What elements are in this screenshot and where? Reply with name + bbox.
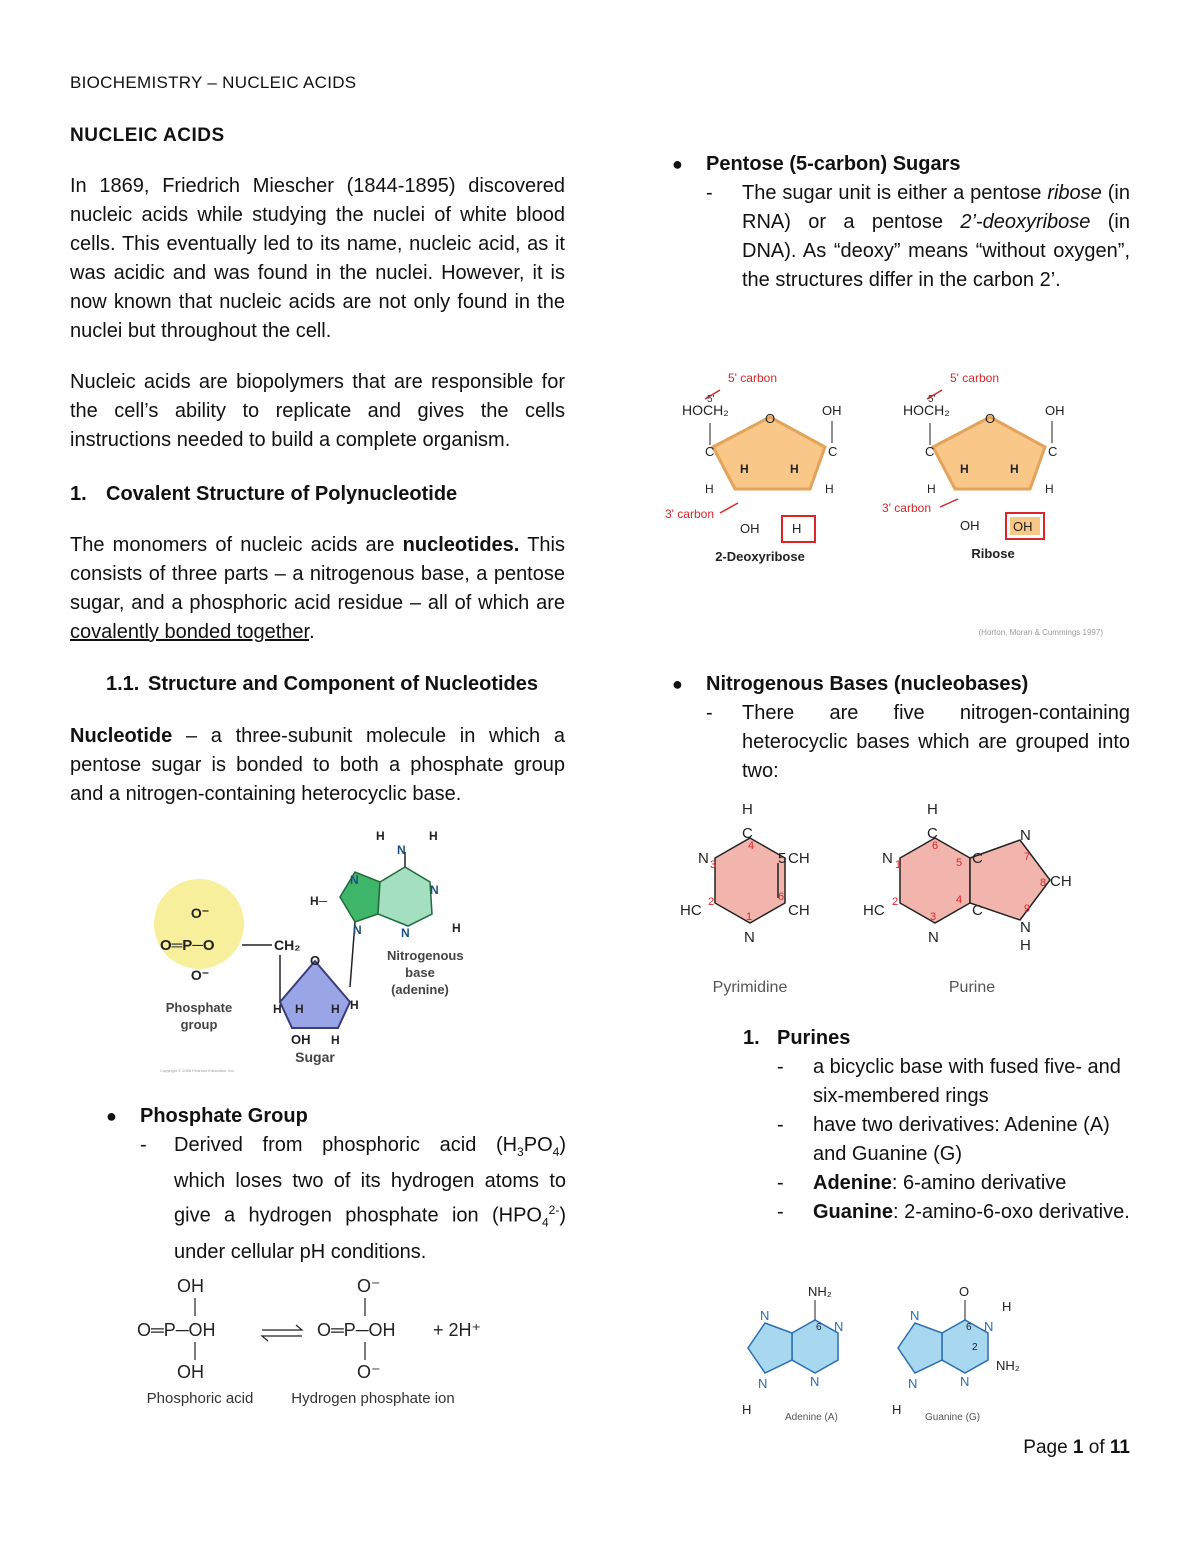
- bullet-title: Phosphate Group: [140, 1105, 308, 1127]
- section-number: 1.: [70, 483, 87, 505]
- svg-text:C: C: [705, 444, 715, 459]
- ribose-5-carbon-label: 5' carbon: [950, 371, 999, 385]
- ch2-label: CH₂: [274, 937, 301, 953]
- phosphate-bullet: [106, 1102, 566, 1131]
- pyrimidine-label: Pyrimidine: [712, 979, 788, 996]
- text-run: (in RNA) or a pentose: [742, 182, 1130, 233]
- adenine-term: Adenine: [813, 1172, 892, 1194]
- svg-text:O═P─OH: O═P─OH: [317, 1320, 396, 1340]
- svg-text:H: H: [825, 482, 834, 496]
- adenine-guanine-figure: [730, 1278, 1070, 1423]
- svg-text:N: N: [960, 1374, 970, 1389]
- svg-text:OH: OH: [960, 518, 980, 533]
- svg-text:6: 6: [966, 1322, 972, 1333]
- list-item: [777, 1111, 1130, 1169]
- total-pages: 11: [1109, 1437, 1130, 1458]
- svg-text:O: O: [985, 411, 996, 426]
- adenine-label: Adenine (A): [785, 1412, 838, 1423]
- ribose-label: Ribose: [971, 546, 1015, 561]
- svg-text:O: O: [959, 1284, 970, 1299]
- svg-text:H: H: [1010, 462, 1019, 476]
- svg-text:CH: CH: [1050, 873, 1072, 890]
- svg-text:3: 3: [710, 859, 717, 871]
- section-title: Structure and Component of Nucleotides: [148, 673, 539, 695]
- deoxy-5-carbon-label: 5' carbon: [728, 371, 777, 385]
- list-item: [777, 1169, 1130, 1198]
- svg-text:N: N: [430, 883, 439, 897]
- svg-text:CH: CH: [788, 850, 810, 867]
- item-text: : 2-amino-6-oxo derivative.: [893, 1201, 1130, 1223]
- svg-text:5: 5: [778, 850, 787, 867]
- text-run: .: [309, 621, 315, 643]
- bullet-title: Nitrogenous Bases (nucleobases): [706, 673, 1029, 695]
- svg-text:H: H: [295, 1002, 304, 1016]
- svg-text:O⁻: O⁻: [357, 1276, 381, 1296]
- svg-text:N: N: [984, 1319, 994, 1334]
- current-page: 1: [1072, 1437, 1084, 1458]
- bases-bullet: [672, 670, 1028, 699]
- svg-text:6: 6: [778, 891, 785, 903]
- svg-text:OH: OH: [177, 1362, 204, 1382]
- svg-text:O═P─OH: O═P─OH: [137, 1320, 216, 1340]
- svg-text:8: 8: [1040, 877, 1047, 889]
- dash-marker: -: [140, 1134, 147, 1156]
- bullet-icon: ●: [106, 1106, 117, 1126]
- svg-text:H: H: [892, 1402, 902, 1417]
- figure-copyright: Copyright © 2006 Pearson Education, Inc.: [160, 1068, 235, 1073]
- purines-heading: [743, 1024, 850, 1053]
- svg-text:5: 5: [956, 857, 963, 869]
- bases-description: There are five nitrogen-containing heterocyclic bases which are grouped into two:: [742, 702, 1130, 782]
- svg-text:H: H: [740, 462, 749, 476]
- dash-marker: -: [706, 182, 713, 204]
- hoch2-label: HOCH₂: [903, 402, 950, 418]
- phosphate-circle: [154, 879, 244, 969]
- bullet-icon: ●: [672, 674, 683, 694]
- svg-text:C: C: [972, 902, 983, 919]
- list-number: 1.: [743, 1027, 760, 1049]
- svg-text:H: H: [927, 801, 938, 818]
- svg-text:H: H: [1020, 937, 1031, 954]
- page-number: [1023, 1437, 1130, 1459]
- figure-credit: (Horton, Moran & Cummings 1997): [978, 628, 1103, 637]
- pentose-bullet: [672, 150, 961, 179]
- svg-text:H: H: [376, 829, 385, 843]
- guanine-label: Guanine (G): [925, 1412, 981, 1423]
- svg-text:N: N: [350, 873, 359, 887]
- sugar-label: Sugar: [295, 1049, 335, 1065]
- ribose-ring: [933, 417, 1045, 489]
- svg-text:H: H: [331, 1002, 340, 1016]
- underlined-phrase: covalently bonded together: [70, 621, 310, 643]
- guanine-nh2: NH₂: [996, 1358, 1020, 1373]
- running-header: BIOCHEMISTRY – NUCLEIC ACIDS: [70, 73, 357, 92]
- svg-text:N: N: [397, 843, 406, 857]
- svg-text:2: 2: [892, 896, 899, 908]
- nucleotides-term: nucleotides.: [402, 534, 520, 556]
- purines-title: Purines: [777, 1027, 851, 1049]
- svg-text:O⁻: O⁻: [357, 1362, 381, 1382]
- svg-text:HC: HC: [680, 902, 702, 919]
- svg-text:H: H: [1002, 1299, 1012, 1314]
- adenine-five-ring: [748, 1323, 792, 1373]
- intro-paragraph-1: In 1869, Friedrich Miescher (1844-1895) discovered nucleic acids while studying the nuclei of white blood cells. This eventually led to its name, nucleic acid, as it was acidic and was found in the nuclei. However, it is now known that nucleic acids are not only found in the nuclei but throughout the cell.: [70, 175, 565, 342]
- bullet-title: Pentose (5-carbon) Sugars: [706, 153, 961, 175]
- adenine-six-ring: [792, 1320, 838, 1373]
- svg-text:N: N: [698, 850, 709, 867]
- svg-text:N: N: [810, 1374, 820, 1389]
- footer-text: of: [1083, 1437, 1110, 1458]
- dash-marker: -: [777, 1056, 784, 1078]
- svg-text:H─: H─: [310, 894, 328, 908]
- phosphoric-acid-label: Phosphoric acid: [146, 1390, 254, 1407]
- ribose-3-carbon-label: 3' carbon: [882, 501, 931, 515]
- list-item: [777, 1198, 1130, 1227]
- phosphate-label-2: group: [180, 1017, 218, 1032]
- deoxyribose-ring: [713, 417, 825, 489]
- text-run: ) under cellular pH conditions.: [174, 1204, 566, 1263]
- section-number: 1.1.: [106, 673, 140, 695]
- guanine-six-ring: [942, 1320, 988, 1373]
- phosphate-dash: [140, 1131, 566, 1267]
- list-item: [777, 1053, 1130, 1111]
- svg-text:4: 4: [748, 840, 755, 852]
- item-text: a bicyclic base with fused five- and six-membered rings: [813, 1056, 1121, 1107]
- svg-text:H: H: [790, 462, 799, 476]
- guanine-term: Guanine: [813, 1201, 894, 1223]
- svg-text:N: N: [1020, 919, 1031, 936]
- base-label-1: Nitrogenous: [387, 948, 464, 963]
- adenine-nh2: NH₂: [808, 1284, 832, 1299]
- svg-text:N: N: [908, 1376, 918, 1391]
- phosphate-label-1: Phosphate: [165, 1000, 233, 1015]
- dash-marker: -: [777, 1201, 784, 1223]
- svg-text:O: O: [309, 953, 321, 968]
- svg-text:C: C: [1048, 444, 1058, 459]
- svg-text:N: N: [928, 929, 939, 946]
- footer-text: Page: [1023, 1437, 1073, 1458]
- svg-text:N: N: [910, 1308, 920, 1323]
- nucleotide-definition: [70, 722, 565, 809]
- dash-marker: -: [706, 702, 713, 724]
- phosphate-equation-figure: [135, 1270, 515, 1415]
- purines-list: [777, 1053, 1130, 1227]
- svg-text:HC: HC: [863, 902, 885, 919]
- svg-text:5': 5': [928, 394, 936, 405]
- nucleotide-figure: [150, 822, 490, 1074]
- svg-text:H: H: [350, 998, 359, 1012]
- svg-text:CH: CH: [788, 902, 810, 919]
- superscript: 2-: [548, 1203, 560, 1217]
- svg-text:1: 1: [746, 911, 753, 923]
- svg-text:1: 1: [895, 859, 902, 871]
- base-six-ring: [378, 867, 432, 926]
- text-run: This consists of three parts – a nitrogenous base, a pentose sugar, and a phosphoric acid residue – all of which are: [70, 534, 565, 614]
- svg-text:6: 6: [816, 1322, 822, 1333]
- bullet-icon: ●: [672, 154, 683, 174]
- svg-text:N: N: [760, 1308, 770, 1323]
- svg-text:6: 6: [932, 840, 939, 852]
- svg-text:N: N: [882, 850, 893, 867]
- purine-label: Purine: [948, 979, 996, 996]
- base-five-ring: [340, 872, 380, 922]
- svg-text:9: 9: [1024, 903, 1031, 915]
- svg-text:N: N: [401, 926, 410, 940]
- italic-term: ribose: [1047, 182, 1102, 204]
- svg-text:O: O: [765, 411, 776, 426]
- svg-text:H: H: [705, 482, 714, 496]
- svg-text:2: 2: [972, 1342, 978, 1353]
- hoch2-label: HOCH₂: [682, 402, 729, 418]
- svg-text:H: H: [452, 921, 461, 935]
- svg-text:OH: OH: [1045, 403, 1065, 418]
- svg-text:OH: OH: [740, 521, 760, 536]
- sugar-ring: [280, 961, 350, 1028]
- svg-text:H: H: [742, 1402, 752, 1417]
- o-double: O═P─O: [160, 937, 215, 954]
- text-run: ) which loses two of its hydrogen atoms to give a hydrogen phosphate ion (HPO: [174, 1134, 566, 1227]
- svg-text:H: H: [331, 1033, 340, 1047]
- svg-text:H: H: [927, 482, 936, 496]
- svg-text:H: H: [273, 1002, 282, 1016]
- monomers-paragraph: [70, 531, 565, 647]
- svg-text:C: C: [742, 825, 753, 842]
- subscript: 3: [517, 1145, 524, 1159]
- svg-text:H: H: [792, 521, 802, 536]
- text-run: The sugar unit is either a pentose: [742, 182, 1048, 204]
- pentose-dash: [706, 179, 1130, 295]
- subscript: 4: [541, 1215, 549, 1230]
- svg-text:N: N: [758, 1376, 768, 1391]
- svg-text:OH: OH: [822, 403, 842, 418]
- nucleotide-term: Nucleotide: [70, 725, 173, 747]
- italic-term: 2’-deoxyribose: [960, 211, 1091, 233]
- svg-text:C: C: [828, 444, 838, 459]
- svg-text:N: N: [353, 923, 362, 937]
- text-run: The monomers of nucleic acids are: [70, 534, 403, 556]
- svg-text:2: 2: [708, 896, 715, 908]
- base-label-3: (adenine): [391, 982, 449, 997]
- svg-text:7: 7: [1024, 851, 1031, 863]
- svg-text:3: 3: [930, 911, 937, 923]
- guanine-five-ring: [898, 1323, 942, 1373]
- deoxy-3-carbon-label: 3' carbon: [665, 507, 714, 521]
- item-text: : 6-amino derivative: [891, 1172, 1067, 1194]
- svg-text:5': 5': [707, 394, 715, 405]
- svg-text:H: H: [1045, 482, 1054, 496]
- sugar-comparison-figure: [660, 365, 1110, 645]
- text-run: (in DNA). As “deoxy” means “without oxygen”, the structures differ in the carbon 2’.: [742, 211, 1130, 291]
- svg-text:OH: OH: [177, 1276, 204, 1296]
- svg-text:H: H: [960, 462, 969, 476]
- oh-label: OH: [291, 1032, 311, 1047]
- svg-text:H: H: [742, 801, 753, 818]
- dash-marker: -: [777, 1114, 784, 1136]
- text-run: Derived from phosphoric acid (H: [174, 1134, 518, 1156]
- o-minus-top: O⁻: [190, 905, 210, 921]
- svg-text:N: N: [1020, 827, 1031, 844]
- section-title: Covalent Structure of Polynucleotide: [106, 483, 458, 505]
- base-label-2: base: [405, 965, 435, 980]
- section-1-1-heading: [106, 670, 538, 699]
- hydrogen-phosphate-label: Hydrogen phosphate ion: [291, 1390, 455, 1407]
- dash-marker: -: [777, 1172, 784, 1194]
- plus-2h: + 2H⁺: [433, 1320, 482, 1340]
- section-1-heading: [70, 480, 565, 509]
- svg-text:4: 4: [956, 894, 963, 906]
- page-title: NUCLEIC ACIDS: [70, 125, 225, 146]
- svg-text:H: H: [429, 829, 438, 843]
- text-run: – a three-subunit molecule in which a pentose sugar is bonded to both a phosphate group and a nitrogen-containing heterocyclic base.: [70, 725, 565, 805]
- item-text: have two derivatives: Adenine (A) and Guanine (G): [813, 1114, 1110, 1165]
- text-run: PO: [523, 1134, 553, 1156]
- base-rings-figure: [670, 800, 1100, 1005]
- o-minus-bottom: O⁻: [190, 967, 210, 983]
- bases-dash: [706, 699, 1130, 786]
- svg-text:C: C: [927, 825, 938, 842]
- svg-text:N: N: [744, 929, 755, 946]
- subscript: 4: [552, 1145, 560, 1159]
- svg-text:N: N: [834, 1319, 844, 1334]
- deoxyribose-label: 2-Deoxyribose: [715, 549, 805, 564]
- svg-text:C: C: [925, 444, 935, 459]
- svg-text:OH: OH: [1013, 519, 1033, 534]
- svg-text:C: C: [972, 850, 983, 867]
- intro-paragraph-2: Nucleic acids are biopolymers that are responsible for the cell’s ability to replicate and gives the cells instructions needed to build a complete organism.: [70, 371, 565, 451]
